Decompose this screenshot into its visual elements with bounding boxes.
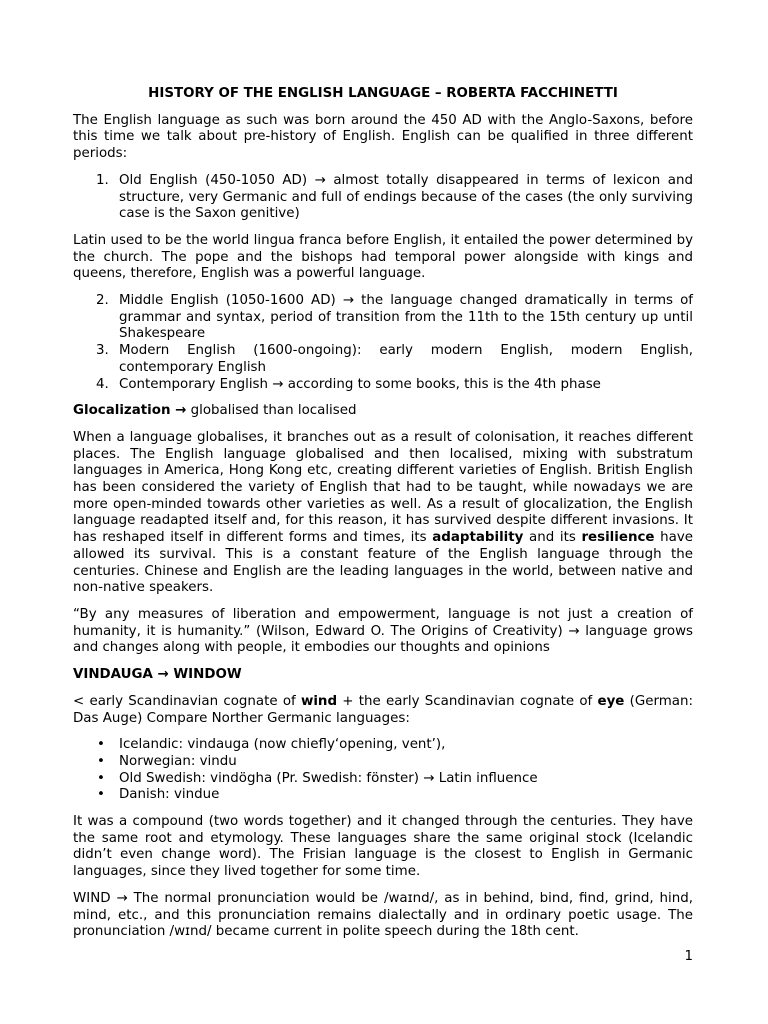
keyword-wind: wind: [300, 693, 338, 709]
text-run: + the early Scandinavian cognate of: [337, 693, 598, 709]
list-item: [73, 173, 693, 223]
list-item: [73, 771, 693, 788]
list-item-text: Icelandic: vindauga (now chiefly‘opening, vent’),: [119, 737, 446, 753]
glocalization-definition: [73, 403, 693, 420]
glocalization-term: Glocalization →: [73, 403, 187, 419]
text-run: have allowed its survival. This is a constant feature of the English language through the centuries. Chinese and English are the leading languages in the world, between native and non-native speakers.: [73, 530, 693, 596]
latin-paragraph: Latin used to be the world lingua franca before English, it entailed the power determined by the church. The pope and the bishops had temporal power alongside with kings and queens, therefore, English was a powerful language.: [73, 232, 693, 282]
list-item: [73, 343, 693, 376]
text-run: When a language globalises, it branches out as a result of colonisation, it reaches different places. The English language globalised and then localised, mixing with substratum languages in America, Hong Kong etc, creating different varieties of English. British English has been considered the variety of English that had to be taught, while nowadays we are more open-minded towards other varieties as well. As a result of glocalization, the English language readapted itself and, for this reason, it has survived despite different invasions. It has reshaped itself in different forms and times, its: [73, 429, 693, 546]
periods-list-rest: [73, 293, 693, 393]
bullet-icon: •: [97, 770, 105, 786]
keyword-eye: eye: [597, 693, 625, 709]
list-item-text: Norwegian: vindu: [119, 753, 237, 769]
document-title: HISTORY OF THE ENGLISH LANGUAGE – ROBERTA FACCHINETTI: [148, 86, 618, 101]
keyword-resilience: resilience: [581, 530, 655, 546]
compound-paragraph: It was a compound (two words together) and it changed through the centuries. They have the same root and etymology. These languages share the same original stock (Icelandic didn’t even change word). The Frisian language is the closest to English in Germanic languages, since they lived together for some time.: [73, 814, 693, 880]
list-item: [73, 293, 693, 343]
bullet-icon: •: [97, 753, 105, 769]
list-item-text: Old English (450-1050 AD) → almost totally disappeared in terms of lexicon and structure, very Germanic and full of endings because of the cases (the only surviving case is the Saxon genitive): [119, 172, 693, 222]
list-item-text: Old Swedish: vindögha (Pr. Swedish: fönster) → Latin influence: [119, 770, 538, 786]
list-item: [73, 754, 693, 771]
list-number: 4.: [96, 376, 109, 392]
document-page: [73, 86, 693, 951]
list-item: [73, 377, 693, 394]
text-run: (German: Das Auge) Compare Norther Germanic languages:: [73, 693, 693, 726]
wind-paragraph: WIND → The normal pronunciation would be /waɪnd/, as in behind, bind, find, grind, hind, mind, etc., and this pronunciation remains dialectally and in ordinary poetic usage. The pronunciation /wɪnd/ became current in polite speech during the 18th cent.: [73, 890, 693, 940]
bullet-icon: •: [97, 737, 105, 753]
globalisation-paragraph: [73, 430, 693, 597]
page-number: 1: [684, 949, 693, 964]
keyword-adaptability: adaptability: [432, 530, 524, 546]
text-run: < early Scandinavian cognate of: [73, 693, 301, 709]
list-number: 1.: [96, 172, 109, 188]
list-item-text: Contemporary English → according to some books, this is the 4th phase: [119, 376, 601, 392]
list-item: [73, 737, 693, 754]
list-number: 3.: [96, 343, 109, 359]
vindauga-heading: VINDAUGA → WINDOW: [73, 667, 242, 683]
list-item-text: Danish: vindue: [119, 787, 220, 803]
glocalization-text: globalised than localised: [186, 403, 357, 419]
periods-list-first: [73, 173, 693, 223]
list-item-text: Modern English (1600-ongoing): early modern English, modern English, contemporary English: [119, 343, 693, 375]
quote-paragraph: “By any measures of liberation and empowerment, language is not just a creation of humanity, it is humanity.” (Wilson, Edward O. The Origins of Creativity) → language grows and changes along with people, it embodies our thoughts and opinions: [73, 606, 693, 656]
list-number: 2.: [96, 293, 109, 309]
cognates-list: [73, 737, 693, 804]
cognate-paragraph: [73, 694, 693, 727]
intro-paragraph: The English language as such was born around the 450 AD with the Anglo-Saxons, before this time we talk about pre-history of English. English can be qualified in three different periods:: [73, 112, 693, 162]
text-run: and its: [523, 530, 582, 546]
bullet-icon: •: [97, 787, 105, 803]
list-item-text: Middle English (1050-1600 AD) → the language changed dramatically in terms of grammar and syntax, period of transition from the 11th to the 15th century up until Shakespeare: [119, 293, 693, 342]
list-item: [73, 787, 693, 804]
